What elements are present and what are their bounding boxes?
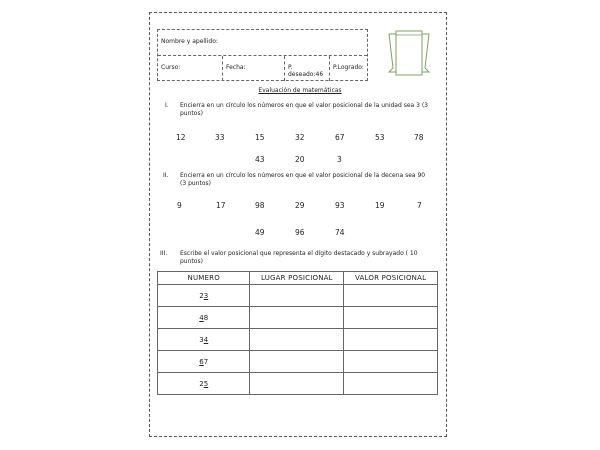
- q2-number[interactable]: 96: [295, 228, 305, 237]
- digit: 8: [203, 313, 209, 322]
- value-answer-cell[interactable]: [344, 307, 438, 329]
- underlined-digit: 5: [203, 379, 209, 388]
- q1-number[interactable]: 53: [375, 133, 385, 142]
- number-cell: [158, 373, 250, 395]
- question-2-numeral: II.: [163, 172, 169, 179]
- table-row: [158, 329, 438, 351]
- digit: 3: [199, 335, 204, 344]
- q1-number[interactable]: 12: [176, 133, 186, 142]
- number-cell: [158, 285, 250, 307]
- q2-number[interactable]: 93: [335, 201, 345, 210]
- number-cell: [158, 307, 250, 329]
- column-header-place: LUGAR POSICIONAL: [250, 272, 344, 285]
- name-label: Nombre y apellido:: [161, 38, 218, 45]
- q1-number[interactable]: 20: [295, 155, 305, 164]
- achieved-score-field[interactable]: [329, 56, 369, 81]
- page-title: Evaluación de matemáticas: [258, 87, 342, 94]
- question-3-text: Escribe el valor posicional que representa el dígito destacado y subrayado ( 10 puntos): [180, 250, 418, 265]
- q1-number[interactable]: 67: [335, 133, 345, 142]
- value-answer-cell[interactable]: [344, 285, 438, 307]
- q1-number[interactable]: 3: [337, 155, 342, 164]
- table-row: [158, 285, 438, 307]
- place-answer-cell[interactable]: [250, 285, 344, 307]
- value-answer-cell[interactable]: [344, 373, 438, 395]
- underlined-digit: 4: [203, 335, 209, 344]
- place-value-table: [157, 271, 438, 395]
- q2-number[interactable]: 74: [335, 228, 345, 237]
- digit: 7: [203, 357, 209, 366]
- desired-score-label: P. deseado:46: [288, 64, 324, 78]
- number-cell: [158, 351, 250, 373]
- question-1-numeral: I.: [165, 102, 169, 109]
- table-row: [158, 373, 438, 395]
- q2-number[interactable]: 19: [375, 201, 385, 210]
- course-field[interactable]: [158, 56, 222, 81]
- table-row: [158, 307, 438, 329]
- q2-number[interactable]: 29: [295, 201, 305, 210]
- place-answer-cell[interactable]: [250, 373, 344, 395]
- place-answer-cell[interactable]: [250, 351, 344, 373]
- place-answer-cell[interactable]: [250, 307, 344, 329]
- q1-number[interactable]: 43: [255, 155, 265, 164]
- date-label: Fecha:: [226, 64, 246, 71]
- underlined-digit: 4: [199, 313, 204, 322]
- name-field[interactable]: [158, 30, 367, 55]
- question-2-text: Encierra en un círculo los números en que el valor posicional de la decena sea 90 (3 puntos): [180, 172, 426, 187]
- digit: 2: [199, 291, 204, 300]
- q1-number[interactable]: 32: [295, 133, 305, 142]
- underlined-digit: 6: [199, 357, 204, 366]
- q2-number[interactable]: 7: [417, 201, 422, 210]
- column-header-value: VALOR POSICIONAL: [344, 272, 438, 285]
- table-row: [158, 351, 438, 373]
- value-answer-cell[interactable]: [344, 351, 438, 373]
- underlined-digit: 3: [203, 291, 209, 300]
- q2-number[interactable]: 49: [255, 228, 265, 237]
- value-answer-cell[interactable]: [344, 329, 438, 351]
- place-answer-cell[interactable]: [250, 329, 344, 351]
- q2-number[interactable]: 98: [255, 201, 265, 210]
- q2-number[interactable]: 17: [216, 201, 226, 210]
- q1-number[interactable]: 78: [414, 133, 424, 142]
- desired-score-field[interactable]: [284, 56, 329, 81]
- date-field[interactable]: [222, 56, 284, 81]
- course-label: Curso:: [161, 64, 181, 71]
- question-3-numeral: III.: [160, 250, 168, 257]
- achieved-score-label: P.Logrado:: [333, 64, 364, 71]
- question-1-text: Encierra en un círculo los números en que el valor posicional de la unidad sea 3 (3 puntos): [180, 102, 428, 117]
- q2-number[interactable]: 9: [177, 201, 182, 210]
- q1-number[interactable]: 15: [255, 133, 265, 142]
- number-cell: [158, 329, 250, 351]
- digit: 2: [199, 379, 204, 388]
- q1-number[interactable]: 33: [215, 133, 225, 142]
- column-header-number: NUMERO: [158, 272, 250, 285]
- banner-scroll-icon: [386, 28, 432, 78]
- student-info-box: [157, 29, 368, 81]
